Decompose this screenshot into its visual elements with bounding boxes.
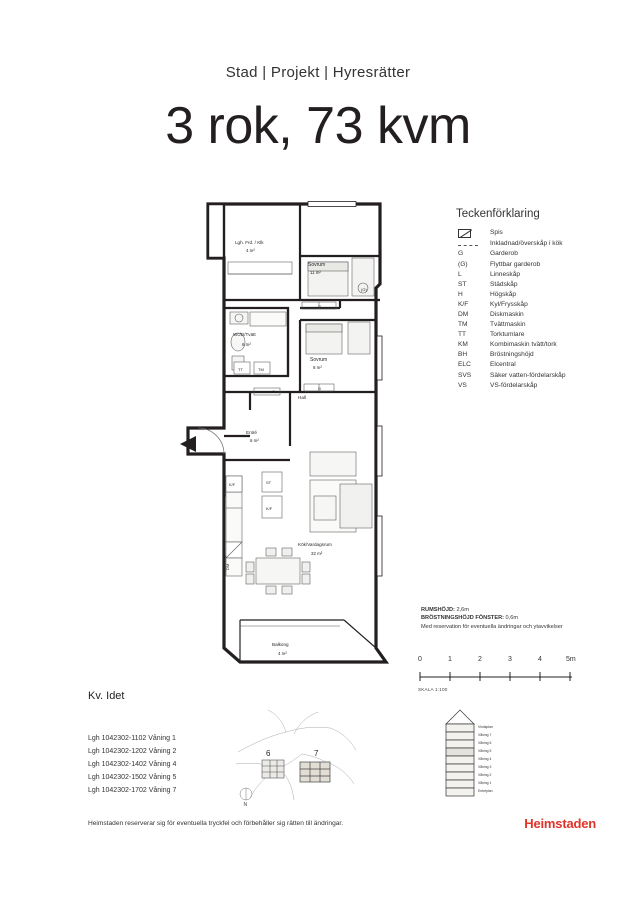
legend-item-label: Diskmaskin: [490, 311, 524, 318]
legend-item-symbol: DM: [458, 311, 469, 318]
room-label-balkong: Balkong: [272, 642, 289, 647]
legend-item: [456, 321, 626, 330]
room-area-wc: 6 m²: [242, 342, 251, 347]
list-item: Lgh 1042302-1102 Våning 1: [88, 735, 176, 742]
room-area-kok: 32 m²: [311, 551, 323, 556]
brand-logo: Heimstaden: [524, 816, 596, 831]
elevation-floor-label: Entréplan: [478, 789, 493, 793]
compass-icon: [240, 788, 252, 806]
elevation-floor-label: Våning 6: [478, 741, 492, 745]
legend-item-label: Inkladnad/överskåp i kök: [490, 240, 563, 248]
scale-tick-4: 4: [538, 656, 542, 663]
sitemap-building-7: 7: [314, 749, 319, 758]
legend-item: [456, 229, 626, 239]
legend-item-label: Tvättmaskin: [490, 321, 526, 329]
elevation-floor-label: Våning 1: [478, 781, 492, 785]
scale-caption: SKALA 1:100: [418, 687, 448, 692]
room-area-entre: 6 m²: [250, 438, 259, 443]
mark-g-round: (G): [361, 287, 367, 292]
building-elevation: [420, 706, 530, 806]
property-title: Kv. Idet: [88, 690, 125, 702]
legend-item-label: Garderob: [490, 250, 518, 258]
legend-item-symbol: ST: [458, 280, 467, 288]
legend-item-label: Torktumlare: [490, 331, 525, 339]
legend-item-label: Spis: [490, 229, 503, 236]
legend-item: [456, 250, 626, 259]
legend-item: [456, 361, 626, 370]
legend-item-label: Kyl/Frysskåp: [490, 300, 528, 308]
mark-tt: TT: [238, 367, 243, 372]
mark-g-bed1: G: [318, 304, 322, 309]
legend-item-label: Högskåp: [490, 290, 517, 298]
legend-item-label: VS-fördelarskåp: [490, 381, 538, 389]
note-reservation: Med reservation för eventuella ändringar och ytavvikelser: [421, 623, 563, 630]
legend-item: [456, 281, 626, 290]
scale-tick-3: 3: [508, 656, 512, 663]
legend-title: Teckenförklaring: [456, 208, 540, 220]
legend-item-label: Elcentral: [490, 361, 516, 369]
legend-item-symbol: K/F: [458, 300, 469, 308]
note-value-brostningshojd: 0,6m: [505, 615, 518, 622]
note-value-rumshojd: 2,6m: [456, 607, 469, 613]
compass-label: N: [243, 802, 248, 806]
elevation-floor-label: Vindsplan: [478, 725, 493, 729]
dashed-line-icon: [456, 240, 490, 249]
scale-bar: [418, 656, 596, 692]
room-area-frd: 4 m²: [246, 248, 255, 253]
room-label-wc: Wc/D/Tvätt: [233, 332, 256, 337]
room-label-sovrum2: Sovrum: [310, 357, 328, 363]
list-item: Lgh 1042302-1202 Våning 2: [88, 747, 177, 755]
legend-item-label: Städskåp: [490, 280, 518, 288]
scale-tick-2: 2: [478, 656, 482, 663]
mark-kf-island: K/F: [266, 506, 273, 511]
legend-item: [456, 291, 626, 300]
footer-disclaimer: Heimstaden reserverar sig för eventuella tryckfel och förbehåller sig rätten till ändringar.: [88, 820, 344, 827]
room-label-frd: Lgh. Frd. / Klk: [235, 240, 264, 245]
legend-item: [456, 261, 626, 270]
list-item: Lgh 1042302-1702 Våning 7: [88, 786, 177, 794]
legend-item: [456, 311, 626, 320]
list-item: Lgh 1042302-1402 Våning 4: [88, 760, 177, 768]
elevation-floor-label: Våning 5: [478, 749, 492, 753]
legend-item-symbol: TM: [458, 321, 468, 329]
page-kicker: Stad | Projekt | Hyresrätter: [225, 64, 411, 81]
legend-item-symbol: VS: [458, 381, 467, 389]
legend-item: [456, 301, 626, 310]
page-title: 3 rok, 73 kvm: [165, 97, 471, 155]
scale-tick-0: 0: [418, 656, 422, 663]
note-label-brostningshojd: BRÖSTNINGSHÖJD FÖNSTER:: [421, 615, 504, 622]
room-area-sovrum2: 8 m²: [313, 365, 322, 370]
elevation-floor-label: Våning 7: [478, 733, 492, 737]
legend-item-label: Bröstningshöjd: [490, 351, 534, 359]
mark-tm: TM: [258, 367, 264, 372]
hob-icon: [456, 229, 490, 239]
legend-item-symbol: SVS: [458, 371, 472, 379]
legend-item: [456, 341, 626, 350]
room-area-balkong: 4 m²: [278, 651, 287, 656]
note-label-rumshojd: RUMSHÖJD:: [421, 607, 455, 613]
legend-item: [456, 382, 626, 391]
scale-bar-graphic: [418, 671, 596, 681]
mark-st: ST: [266, 480, 272, 485]
elevation-floor-label: Våning 4: [478, 757, 492, 761]
mark-g-hall: G: [272, 389, 276, 394]
room-label-kok: Kök/Vardagsrum: [298, 542, 332, 547]
legend-item-symbol: G: [458, 250, 464, 258]
legend-item-symbol: (G): [458, 260, 468, 268]
legend-item-symbol: KM: [458, 341, 468, 349]
room-label-hall: Hall: [298, 395, 306, 400]
legend-item-label: Säker vatten-fördelarskåp: [490, 371, 566, 379]
apartment-list: [88, 733, 176, 798]
room-area-sovrum1: 11 m²: [310, 270, 321, 275]
legend-item-label: Kombimaskin tvätt/tork: [490, 341, 557, 349]
legend: [456, 208, 626, 392]
legend-item-symbol: H: [458, 290, 463, 298]
room-label-entre: Entré: [246, 430, 257, 435]
legend-item: [456, 240, 626, 249]
scale-tick-5: 5m: [566, 656, 576, 663]
legend-item-symbol: BH: [458, 351, 468, 359]
legend-item-label: Linneskåp: [490, 270, 521, 278]
list-item: Lgh 1042302-1502 Våning 5: [88, 773, 177, 781]
room-label-sovrum1: Sovrum: [308, 262, 326, 268]
legend-item-symbol: L: [458, 270, 462, 278]
floor-plan-drawing: [180, 196, 410, 686]
mark-g-bed2: G: [318, 386, 322, 391]
scale-tick-labels: [418, 656, 596, 668]
legend-item: [456, 372, 626, 381]
elevation-floor-label: Våning 3: [478, 765, 492, 769]
legend-item: [456, 351, 626, 360]
legend-item: [456, 331, 626, 340]
mark-kf-left: K/F: [229, 482, 236, 487]
plan-notes: [421, 606, 621, 631]
elevation-floor-label: Våning 2: [478, 773, 492, 777]
legend-item: [456, 271, 626, 280]
scale-tick-1: 1: [448, 656, 452, 663]
mark-dm: DM: [225, 563, 230, 570]
legend-item-symbol: TT: [458, 331, 467, 339]
site-map: [226, 706, 366, 806]
sitemap-building-6: 6: [266, 749, 271, 758]
legend-item-label: Flyttbar garderob: [490, 260, 541, 268]
legend-item-symbol: ELC: [458, 361, 471, 369]
